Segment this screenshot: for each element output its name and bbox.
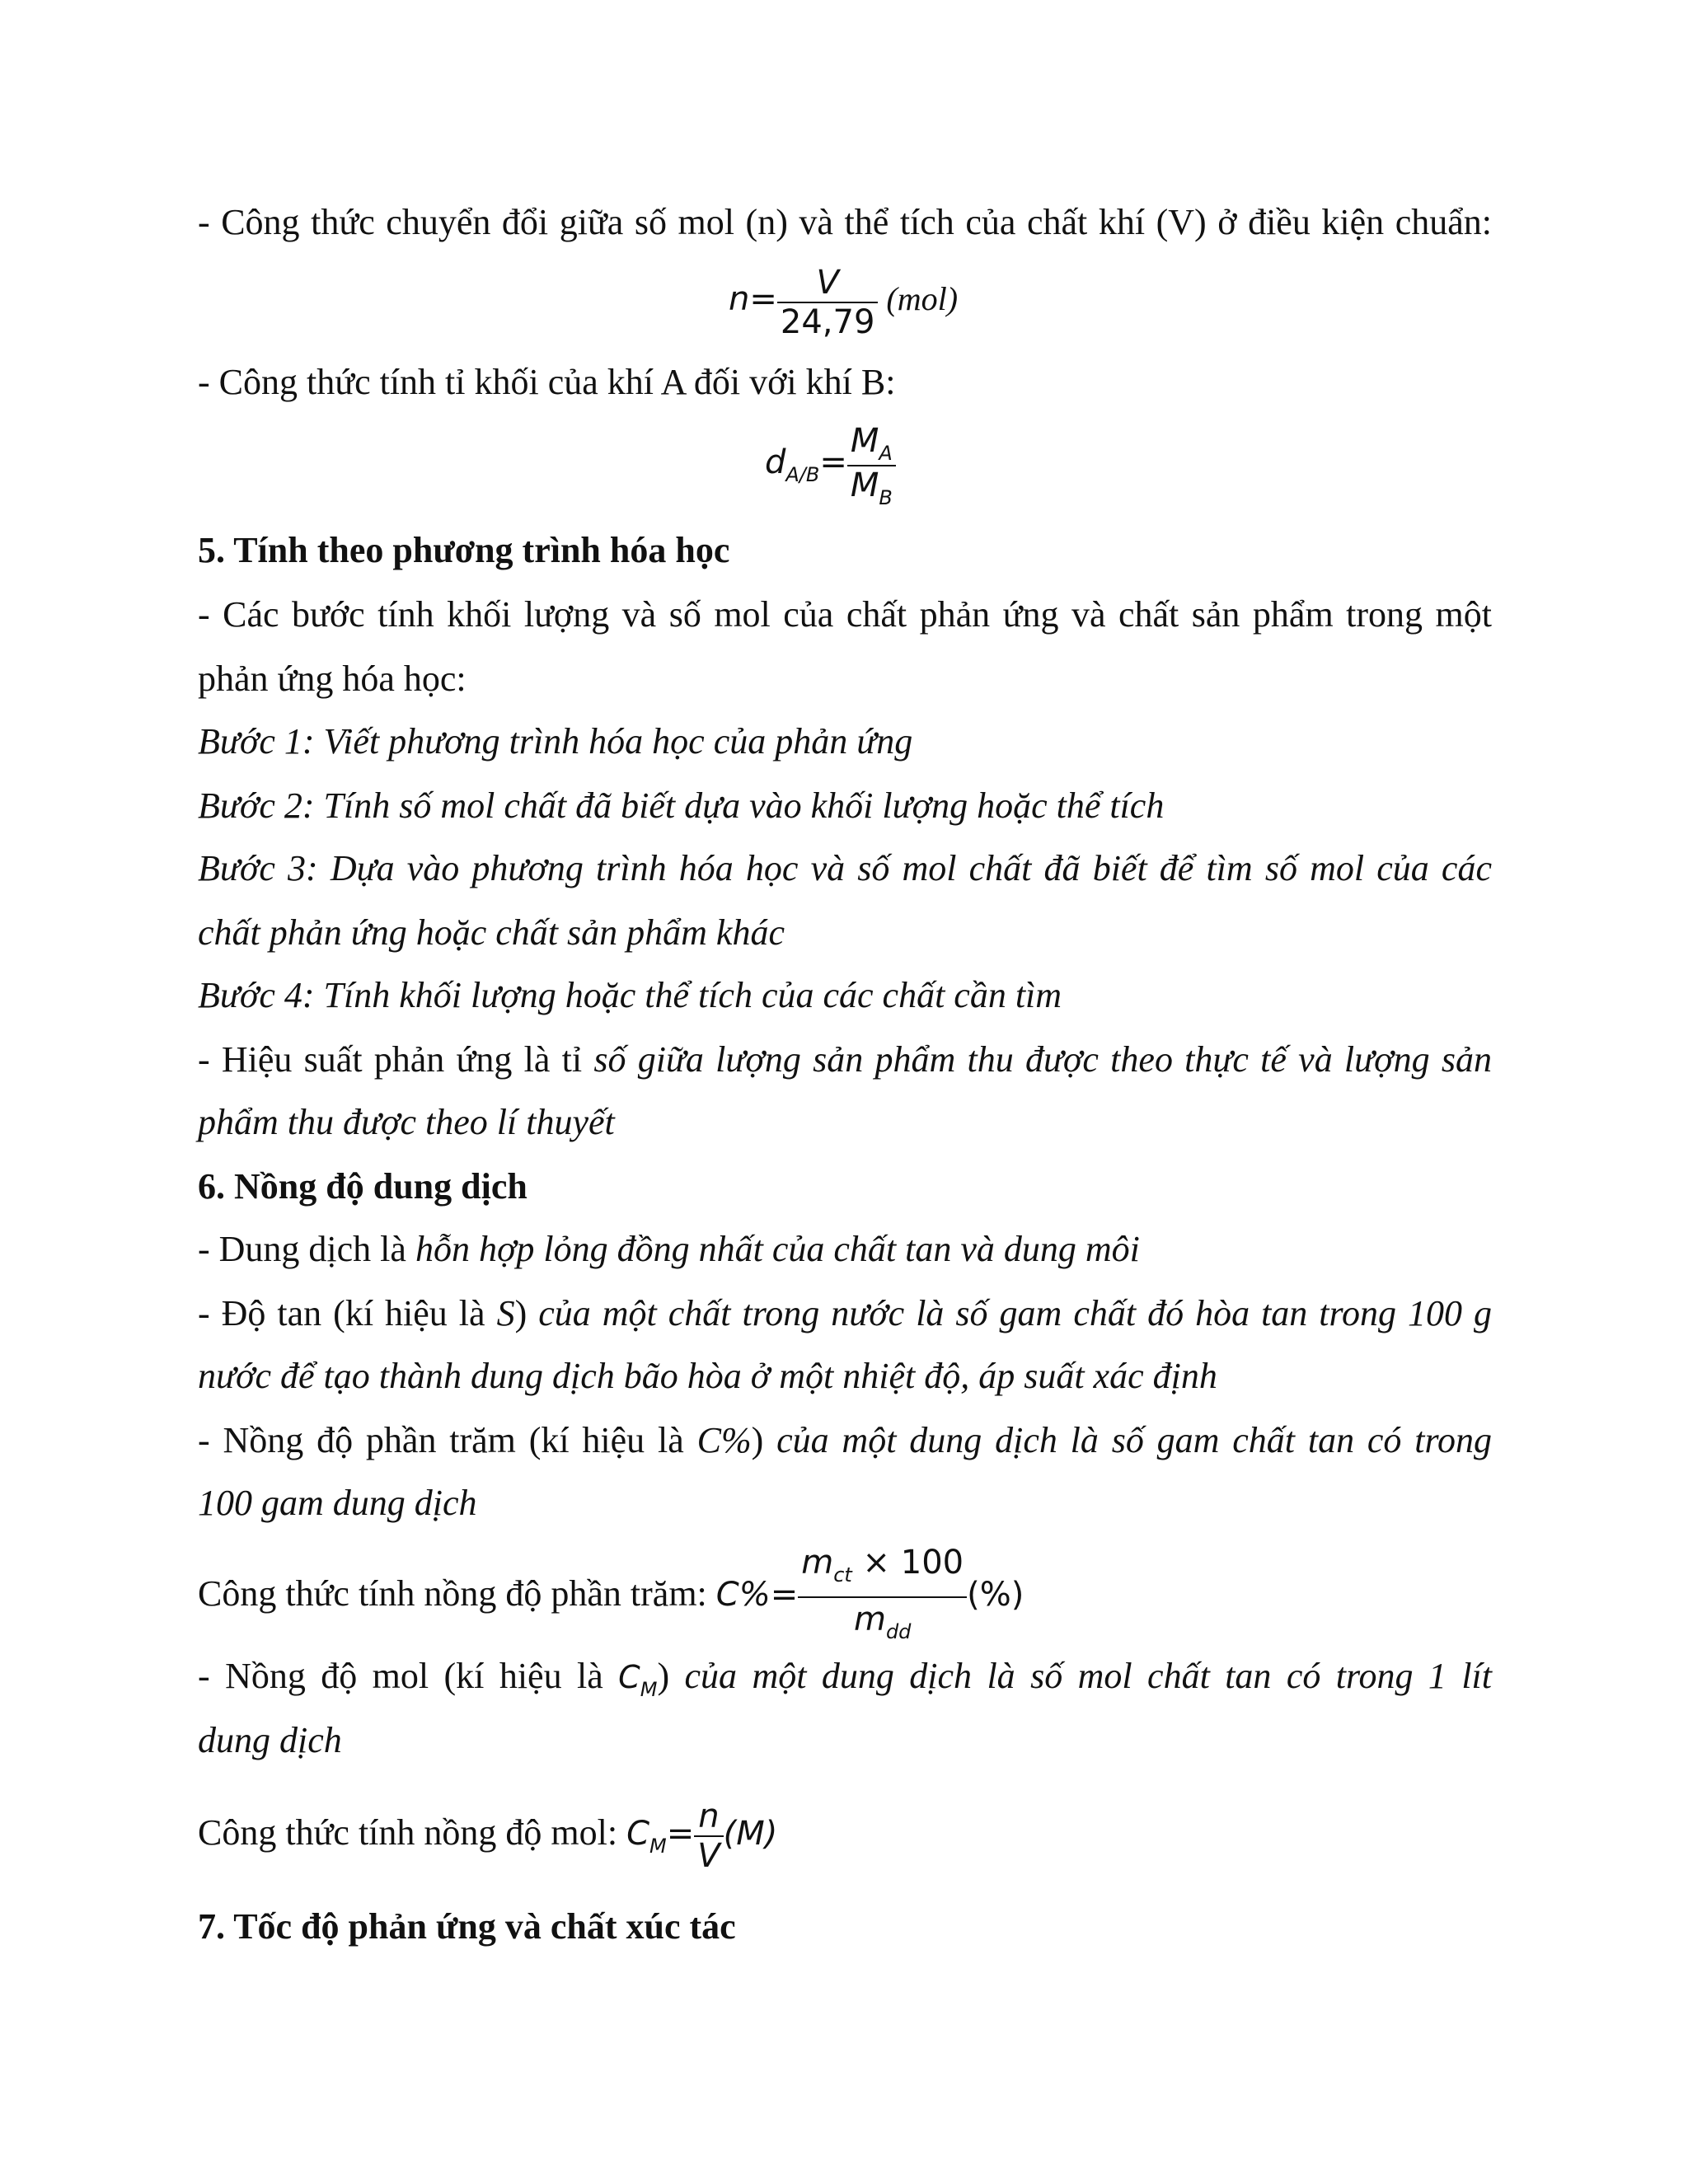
percent-formula-lhs: C%=: [715, 1576, 799, 1615]
step-3-line-1: Bước 3: Dựa vào phương trình hóa học và số mol chất đã biết để tìm số mol của các: [198, 848, 1492, 888]
solubility-text: của một chất trong nước là số gam chất đó hòa tan trong 100 g: [527, 1293, 1492, 1333]
mol-formula-lhs: n=: [729, 280, 777, 319]
steps-intro-line-2: phản ứng hóa học:: [198, 658, 467, 699]
section-6-heading: 6. Nồng độ dung dịch: [198, 1166, 528, 1207]
molar-formula-fraction: [694, 1797, 723, 1875]
molar-conc-close: ): [657, 1656, 670, 1696]
density-den-sub: B: [879, 486, 893, 509]
percent-formula-numerator: [798, 1541, 967, 1598]
mol-formula-fraction: [777, 264, 879, 341]
molar-formula-denominator: V: [697, 1836, 720, 1875]
solubility-line-1: [198, 1291, 1492, 1337]
solubility-close: ): [514, 1293, 528, 1333]
mol-formula-unit: (mol): [886, 280, 959, 318]
molar-formula-line: [198, 1793, 1492, 1886]
density-formula-eq: =: [819, 443, 847, 482]
density-intro: - Công thức tính tỉ khối của khí A đối với khí B:: [198, 362, 896, 402]
percent-conc-text: của một dung dịch là số gam chất tan có trong: [763, 1420, 1492, 1460]
density-num-sub: A: [879, 442, 893, 465]
molar-formula-numerator: n: [694, 1797, 723, 1837]
molar-conc-text: của một dung dịch là số mol chất tan có trong 1 lít: [669, 1656, 1493, 1696]
mol-formula-denominator: 24,79: [780, 303, 875, 341]
molar-conc-line-2: dung dịch: [198, 1720, 342, 1760]
percent-num-sub: ct: [833, 1563, 852, 1586]
density-num-base: M: [850, 422, 879, 460]
solution-definition: [198, 1226, 1492, 1272]
yield-line-2: phẩm thu được theo lí thuyết: [198, 1102, 615, 1142]
molar-lhs-base: C: [626, 1815, 650, 1853]
molar-conc-prefix: - Nồng độ mol (kí hiệu là: [198, 1656, 619, 1696]
yield-prefix: - Hiệu suất phản ứng là tỉ: [198, 1039, 594, 1080]
density-den-base: M: [850, 466, 879, 504]
density-formula: [765, 422, 896, 509]
yield-line-1: [198, 1037, 1492, 1083]
percent-formula-fraction: [798, 1541, 967, 1653]
solubility-prefix: - Độ tan (kí hiệu là: [198, 1293, 497, 1333]
yield-definition: số giữa lượng sản phẩm thu được theo thực tế và lượng sản: [593, 1039, 1493, 1080]
percent-formula-denominator: [798, 1598, 967, 1653]
section-5-heading: 5. Tính theo phương trình hóa học: [198, 530, 730, 570]
molar-formula-unit: (M): [723, 1815, 778, 1853]
solution-text: hỗn hợp lỏng đồng nhất của chất tan và dung môi: [415, 1229, 1140, 1269]
solubility-line-2: nước để tạo thành dung dịch bão hòa ở một nhiệt độ, áp suất xác định: [198, 1356, 1217, 1396]
step-1: Bước 1: Viết phương trình hóa học của phản ứng: [198, 721, 913, 762]
density-formula-denominator: [847, 466, 896, 509]
mol-formula: [729, 264, 958, 341]
density-formula-lhs: d: [765, 443, 786, 482]
molar-formula-label: Công thức tính nồng độ mol:: [198, 1812, 627, 1853]
steps-intro-line-1: - Các bước tính khối lượng và số mol của chất phản ứng và chất sản phẩm trong một: [198, 594, 1492, 635]
percent-den-m: m: [853, 1601, 886, 1638]
step-4: Bước 4: Tính khối lượng hoặc thể tích của các chất cần tìm: [198, 975, 1062, 1015]
molar-conc-symbol: [618, 1659, 658, 1701]
percent-den-sub: dd: [885, 1620, 912, 1643]
section-7-heading: 7. Tốc độ phản ứng và chất xúc tác: [198, 1906, 736, 1947]
percent-conc-line-1: [198, 1418, 1492, 1464]
solubility-symbol: S: [496, 1293, 515, 1333]
density-formula-numerator: [847, 422, 896, 466]
percent-conc-symbol: C%: [696, 1420, 752, 1460]
cm-symbol-sub: M: [640, 1678, 658, 1701]
molar-formula-lhs: [626, 1815, 695, 1858]
cm-symbol-base: C: [618, 1659, 640, 1695]
percent-formula-label: Công thức tính nồng độ phần trăm:: [198, 1573, 716, 1615]
step-2: Bước 2: Tính số mol chất đã biết dựa vào khối lượng hoặc thể tích: [198, 785, 1165, 826]
percent-formula-unit: (%): [967, 1576, 1025, 1615]
density-formula-lhs-sub: A/B: [785, 463, 820, 487]
density-formula-fraction: [847, 422, 896, 509]
molar-lhs-sub: M: [649, 1835, 667, 1858]
percent-conc-line-2: 100 gam dung dịch: [198, 1483, 477, 1523]
percent-num-times: × 100: [851, 1544, 964, 1582]
mol-conversion-intro: - Công thức chuyển đổi giữa số mol (n) và thể tích của chất khí (V) ở điều kiện chuẩn:: [198, 202, 1492, 242]
percent-conc-close: ): [751, 1420, 764, 1460]
percent-conc-prefix: - Nồng độ phần trăm (kí hiệu là: [198, 1420, 697, 1460]
percent-num-m: m: [801, 1544, 834, 1582]
step-3-line-2: chất phản ứng hoặc chất sản phẩm khác: [198, 912, 785, 953]
molar-conc-line-1: [198, 1653, 1492, 1713]
molar-eq: =: [666, 1815, 695, 1853]
mol-formula-numerator: V: [777, 264, 879, 303]
percent-formula-line: [198, 1541, 1492, 1653]
solution-prefix: - Dung dịch là: [198, 1229, 415, 1269]
